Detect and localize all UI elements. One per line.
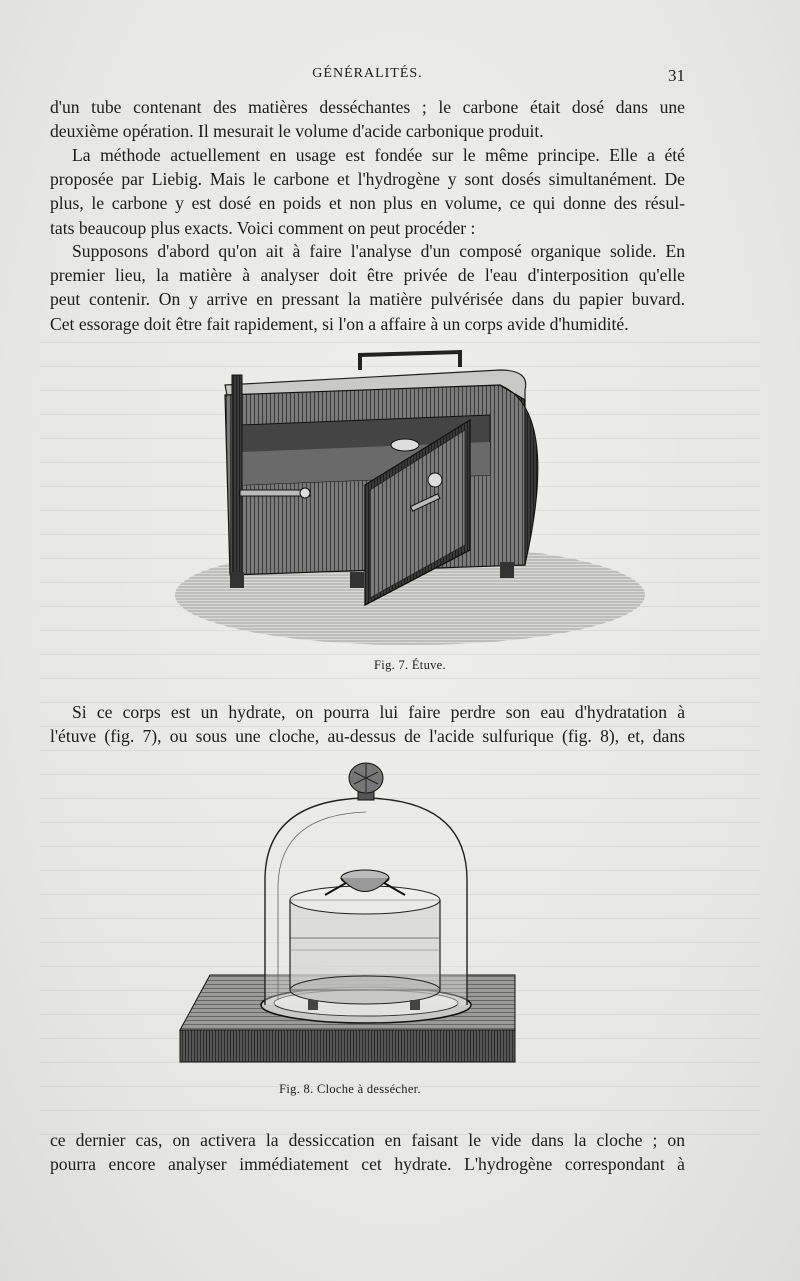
text-line: deuxième opération. Il mesurait le volume d'acide carbonique produit. <box>50 121 544 142</box>
text-line: plus, le carbone y est dosé en poids et non plus en volume, ce qui donne des résul- <box>50 193 685 214</box>
figure-7 <box>170 340 650 670</box>
text-line: d'un tube contenant des matières desséchantes ; le carbone était dosé dans une <box>50 97 685 117</box>
paragraph-1 <box>50 95 685 143</box>
text-line: premier lieu, la matière à analyser doit être privée de l'eau d'interposition qu'elle <box>50 265 685 286</box>
figure-7-caption: Fig. 7. Étuve. <box>374 658 446 672</box>
paragraph-4 <box>50 700 685 748</box>
paragraph-5 <box>50 1128 685 1176</box>
text-line: Supposons d'abord qu'on ait à faire l'analyse d'un composé organique solide. En <box>72 241 685 261</box>
text-line: l'étuve (fig. 7), ou sous une cloche, au-dessus de l'acide sulfurique (fig. 8), et, dans <box>50 726 685 747</box>
text-line: Cet essorage doit être fait rapidement, si l'on a affaire à un corps avide d'humidité. <box>50 313 629 334</box>
page-number: 31 <box>668 66 685 85</box>
running-title: GÉNÉRALITÉS. <box>312 66 423 81</box>
text-line: Si ce corps est un hydrate, on pourra lui faire perdre son eau d'hydratation à <box>72 702 685 722</box>
text-line: proposée par Liebig. Mais le carbone et l'hydrogène y sont dosés simultanément. De <box>50 169 685 190</box>
text-line: peut contenir. On y arrive en pressant la matière pulvérisée dans du papier buvard. <box>50 289 685 310</box>
paragraph-2 <box>50 143 685 240</box>
figure-8 <box>170 760 530 1105</box>
text-line: La méthode actuellement en usage est fondée sur le même principe. Elle a été <box>72 145 685 165</box>
figure-8-caption: Fig. 8. Cloche à dessécher. <box>279 1082 421 1096</box>
text-line: ce dernier cas, on activera la dessiccation en faisant le vide dans la cloche ; on <box>50 1130 685 1150</box>
cloche-illustration <box>170 760 530 1075</box>
paragraph-3 <box>50 239 685 336</box>
etuve-illustration <box>170 340 650 650</box>
text-line: pourra encore analyser immédiatement cet hydrate. L'hydrogène correspondant à <box>50 1154 685 1175</box>
text-line: tats beaucoup plus exacts. Voici comment on peut procéder : <box>50 217 476 238</box>
running-header <box>50 64 685 88</box>
